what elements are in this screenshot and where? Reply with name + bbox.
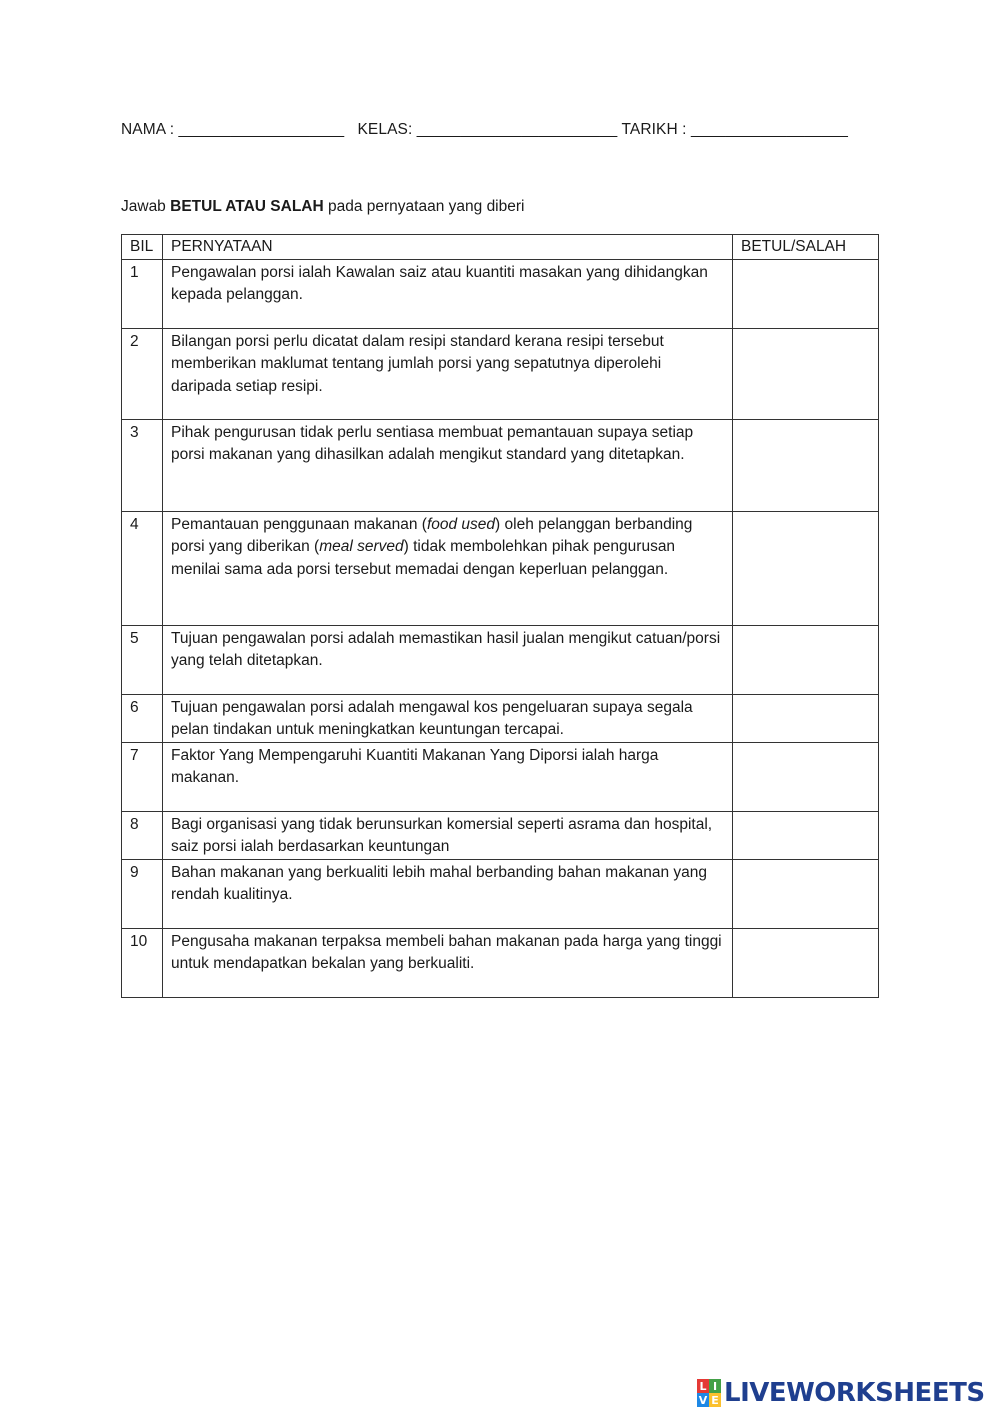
row-number: 3 xyxy=(122,419,163,511)
kelas-label: KELAS: _______________________ xyxy=(357,121,618,138)
statement-text xyxy=(163,511,733,625)
statement-text: Tujuan pengawalan porsi adalah memastikan hasil jualan mengikut catuan/porsi yang telah ditetapkan. xyxy=(163,625,733,694)
table-row xyxy=(122,328,879,419)
answer-input[interactable] xyxy=(733,860,878,928)
statement-text: Pengusaha makanan terpaksa membeli bahan makanan pada harga yang tinggi untuk mendapatkan bekalan yang berkualiti. xyxy=(163,928,733,997)
table-row xyxy=(122,511,879,625)
statements-table xyxy=(121,234,879,998)
answer-input[interactable] xyxy=(733,812,878,859)
statement-part: Pemantauan penggunaan makanan ( xyxy=(171,515,427,533)
answer-input[interactable] xyxy=(733,329,878,419)
answer-input[interactable] xyxy=(733,626,878,694)
answer-input[interactable] xyxy=(733,695,878,742)
nama-label: NAMA : ___________________ xyxy=(121,121,345,138)
answer-cell[interactable] xyxy=(733,811,879,859)
statement-text: Bagi organisasi yang tidak berunsurkan komersial seperti asrama dan hospital, saiz porsi ialah berdasarkan keuntungan xyxy=(163,811,733,859)
header-bil: BIL xyxy=(122,235,163,260)
answer-input[interactable] xyxy=(733,929,878,997)
answer-cell[interactable] xyxy=(733,259,879,328)
statement-text: Pihak pengurusan tidak perlu sentiasa membuat pemantauan supaya setiap porsi makanan yang dihasilkan adalah mengikut standard yang ditetapkan. xyxy=(163,419,733,511)
table-row xyxy=(122,811,879,859)
logo-letter-l: L xyxy=(697,1379,709,1393)
answer-cell[interactable] xyxy=(733,742,879,811)
row-number: 1 xyxy=(122,259,163,328)
header-pernyataan: PERNYATAAN xyxy=(163,235,733,260)
instruction-text xyxy=(121,198,524,216)
row-number: 8 xyxy=(122,811,163,859)
answer-cell[interactable] xyxy=(733,625,879,694)
table-row xyxy=(122,625,879,694)
table-row xyxy=(122,742,879,811)
table-row xyxy=(122,694,879,742)
statement-text: Bilangan porsi perlu dicatat dalam resipi standard kerana resipi tersebut memberikan maklumat tentang jumlah porsi yang sepatutnya diperolehi daripada setiap resipi. xyxy=(163,328,733,419)
answer-input[interactable] xyxy=(733,260,878,328)
table-row xyxy=(122,859,879,928)
answer-cell[interactable] xyxy=(733,419,879,511)
header-betul-salah: BETUL/SALAH xyxy=(733,235,879,260)
table-header-row xyxy=(122,235,879,260)
logo-letter-e: E xyxy=(709,1393,721,1407)
liveworksheets-logo-text: LIVEWORKSHEETS xyxy=(724,1378,985,1408)
row-number: 10 xyxy=(122,928,163,997)
statement-text: Tujuan pengawalan porsi adalah mengawal kos pengeluaran supaya segala pelan tindakan untuk meningkatkan keuntungan tercapai. xyxy=(163,694,733,742)
row-number: 2 xyxy=(122,328,163,419)
row-number: 9 xyxy=(122,859,163,928)
answer-cell[interactable] xyxy=(733,859,879,928)
instruction-bold: BETUL ATAU SALAH xyxy=(170,198,324,215)
row-number: 6 xyxy=(122,694,163,742)
tarikh-label: TARIKH : __________________ xyxy=(621,121,848,138)
liveworksheets-logo-icon xyxy=(697,1379,721,1407)
answer-cell[interactable] xyxy=(733,694,879,742)
answer-input[interactable] xyxy=(733,420,878,511)
table-row xyxy=(122,419,879,511)
answer-cell[interactable] xyxy=(733,328,879,419)
row-number: 7 xyxy=(122,742,163,811)
statement-italic-meal-served: meal served xyxy=(319,538,404,555)
statement-italic-food-used: food used xyxy=(426,515,496,533)
statement-text: Pengawalan porsi ialah Kawalan saiz atau kuantiti masakan yang dihidangkan kepada pelanggan. xyxy=(163,259,733,328)
student-info-line xyxy=(121,121,848,139)
statement-text: Faktor Yang Mempengaruhi Kuantiti Makanan Yang Diporsi ialah harga makanan. xyxy=(163,742,733,811)
logo-letter-v: V xyxy=(698,1393,708,1407)
logo-letter-i: I xyxy=(709,1379,721,1393)
instruction-prefix: Jawab xyxy=(121,198,171,215)
row-number: 4 xyxy=(122,511,163,625)
answer-input[interactable] xyxy=(733,743,878,811)
statement-text: Bahan makanan yang berkualiti lebih mahal berbanding bahan makanan yang rendah kualitinya. xyxy=(163,859,733,928)
table-row xyxy=(122,928,879,997)
statement-part: ) oleh pelanggan berbanding porsi yang diberikan ( xyxy=(171,515,693,555)
answer-cell[interactable] xyxy=(733,928,879,997)
instruction-suffix: pada pernyataan yang diberi xyxy=(323,198,525,215)
table-row xyxy=(122,259,879,328)
statement-part: ) tidak membolehkan pihak pengurusan menilai sama ada porsi tersebut memadai dengan keperluan pelanggan. xyxy=(171,538,676,578)
answer-cell[interactable] xyxy=(733,511,879,625)
row-number: 5 xyxy=(122,625,163,694)
answer-input[interactable] xyxy=(733,512,878,625)
liveworksheets-logo xyxy=(697,1378,985,1408)
